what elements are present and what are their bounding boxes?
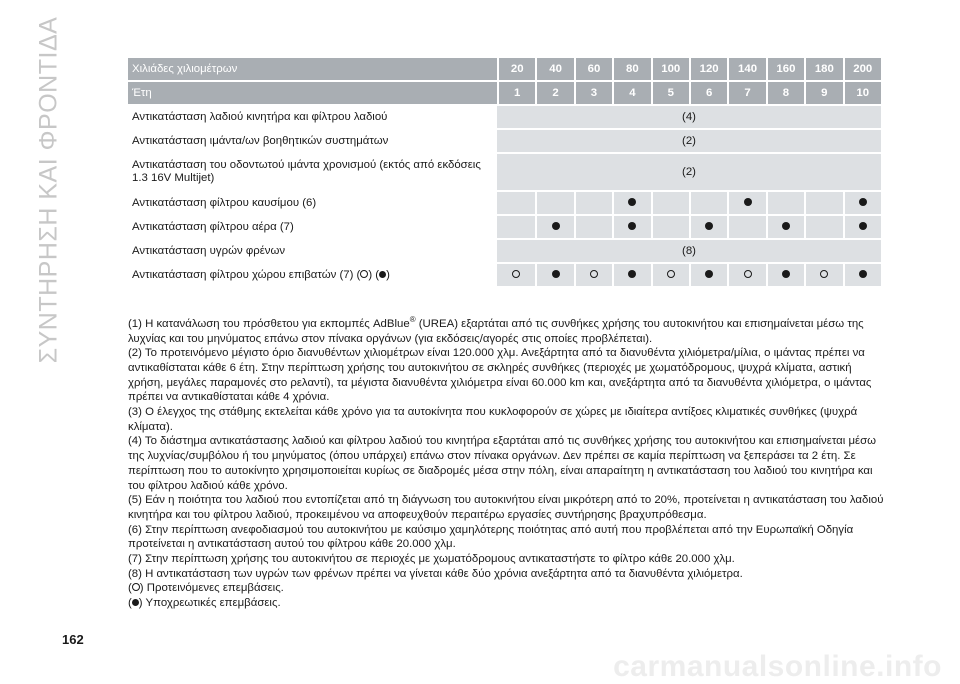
km-value: 80: [612, 58, 650, 82]
schedule-cell: [612, 216, 650, 240]
schedule-cell: [727, 216, 765, 240]
schedule-cell: [612, 192, 650, 216]
year-value: 8: [766, 82, 804, 106]
mandatory-marker: [859, 198, 867, 206]
schedule-cell: [535, 264, 573, 288]
watermark: carmanualsonline.info: [613, 650, 942, 683]
schedule-cell: [689, 192, 727, 216]
row-label: Αντικατάσταση λαδιού κινητήρα και φίλτρου λαδιού: [128, 106, 497, 130]
mandatory-marker: [552, 270, 560, 278]
table-row: [128, 240, 881, 264]
schedule-cell: [727, 192, 765, 216]
footnote: (2) Το προτεινόμενο μέγιστο όριο διανυθέντων χιλιομέτρων είναι 120.000 χλμ. Ανεξάρτητα από τα διανυθέντα χιλιόμετρα/μίλια, ο ιμάντας πρέπει να αντικαθίσταται κάθε 6 έτη. Στην περίπτωση χρήσης του αυτοκινήτου σε σκληρές συνθήκες (περιοχές με χωματόδρομους, ψυχρά κλίματα, αστική χρήση, μεγάλες παραμονές στο ρελαντί), τα μέγιστα διανυθέντα χιλιόμετρα είναι 60.000 km και, ανεξάρτητα από τα διανυθέντα χιλιόμετρα, ο ιμάντας πρέπει να αντικαθίσταται κάθε 4 χρόνια.: [128, 347, 872, 404]
km-value: 200: [843, 58, 881, 82]
row-interval-note: (8): [497, 240, 881, 264]
year-value: 1: [497, 82, 535, 106]
schedule-cell: [689, 216, 727, 240]
row-interval-note: (2): [497, 130, 881, 154]
years-header-label: Έτη: [128, 82, 497, 106]
schedule-cell: [843, 216, 881, 240]
recommended-marker: [820, 270, 828, 278]
mandatory-marker: [744, 198, 752, 206]
year-value: 10: [843, 82, 881, 106]
legend-recommended: [128, 581, 888, 596]
row-label: Αντικατάσταση ιμάντα/ων βοηθητικών συστημάτων: [128, 130, 497, 154]
mandatory-marker: [705, 270, 713, 278]
legend-mandatory: [128, 596, 888, 611]
table-row: [128, 264, 881, 288]
km-value: 20: [497, 58, 535, 82]
schedule-cell: [804, 192, 842, 216]
km-value: 100: [651, 58, 689, 82]
page-number: 162: [62, 632, 84, 647]
schedule-cell: [497, 192, 535, 216]
footnote: (4) Το διάστημα αντικατάστασης λαδιού και φίλτρου λαδιού του κινητήρα εξαρτάται από τις συνθήκες χρήσης του αυτοκινήτου και επισημαίνεται μέσω της λυχνίας/συμβόλου ή του μηνύματος (όπου υπάρχει) επάνω στον πίνακα οργάνων. Δεν πρέπει σε καμία περίπτωση να ξεπεράσει τα 2 έτη. Σε περίπτωση που το αυτοκίνητο χρησιμοποιείται κυρίως σε διαδρομές μέσα στην πόλη, είναι απαραίτητη η αντικατάσταση του λαδιού του κινητήρα και του φίλτρου λαδιού κάθε χρόνο.: [128, 435, 877, 492]
row-label-text: ) (: [368, 268, 380, 281]
km-value: 160: [766, 58, 804, 82]
legend-text: (: [128, 582, 132, 595]
schedule-cell: [804, 264, 842, 288]
row-interval-note: (4): [497, 106, 881, 130]
schedule-cell: [497, 264, 535, 288]
table-row: [128, 106, 881, 130]
mandatory-marker: [859, 222, 867, 230]
legend-text: ) Υποχρεωτικές επεμβάσεις.: [138, 597, 281, 610]
schedule-cell: [727, 264, 765, 288]
table-row: [128, 216, 881, 240]
schedule-cell: [689, 264, 727, 288]
km-value: 60: [574, 58, 612, 82]
schedule-cell: [843, 192, 881, 216]
table-row: [128, 192, 881, 216]
year-value: 5: [651, 82, 689, 106]
year-value: 4: [612, 82, 650, 106]
filled-circle-icon: [132, 599, 139, 606]
footnotes: [128, 313, 888, 611]
footnote: (3) Ο έλεγχος της στάθμης εκτελείται κάθε χρόνο για τα αυτοκίνητα που κυκλοφορούν σε χώρες με ιδιαίτερα αντίξοες κλιματικές συνθήκες (ψυχρά κλίματα).: [128, 406, 858, 433]
km-value: 120: [689, 58, 727, 82]
row-label: Αντικατάσταση υγρών φρένων: [128, 240, 497, 264]
row-label-text: ): [386, 268, 390, 281]
footnote: (6) Στην περίπτωση ανεφοδιασμού του αυτοκινήτου με καύσιμο χαμηλότερης ποιότητας από αυτή που προβλέπεται από την Ευρωπαϊκή Οδηγία προτείνεται η αντικατάσταση αυτού του φίλτρου κάθε 20.000 χλμ.: [128, 523, 854, 551]
footnote-text: (1) Η κατανάλωση του πρόσθετου για εκπομπές AdBlue: [128, 317, 410, 330]
mandatory-marker: [859, 270, 867, 278]
footnote: (7) Στην περίπτωση χρήσης του αυτοκινήτου σε περιοχές με χωματόδρομους αντικαταστήστε το φίλτρο κάθε 20.000 χλμ.: [128, 553, 735, 566]
km-value: 140: [727, 58, 765, 82]
schedule-cell: [574, 264, 612, 288]
footnote: (5) Εάν η ποιότητα του λαδιού που εντοπίζεται από τη διάγνωση του αυτοκινήτου είναι μικρότερη από το 20%, προτείνεται η αντικατάσταση του λαδιού κινητήρα και του φίλτρου λαδιού, προκειμένου να αποφευχθούν περαιτέρω εργασίες συντήρησης βραχυπρόθεσμα.: [128, 494, 884, 521]
table-row: [128, 154, 881, 192]
row-label-text: Αντικατάσταση φίλτρου χώρου επιβατών (7) (: [132, 268, 361, 281]
mandatory-marker: [705, 222, 713, 230]
open-circle-icon: [132, 583, 140, 591]
schedule-cell: [535, 192, 573, 216]
schedule-cell: [535, 216, 573, 240]
schedule-cell: [497, 216, 535, 240]
year-value: 6: [689, 82, 727, 106]
schedule-cell: [804, 216, 842, 240]
schedule-cell: [766, 264, 804, 288]
schedule-cell: [651, 192, 689, 216]
schedule-cell: [651, 216, 689, 240]
schedule-cell: [574, 192, 612, 216]
row-label: Αντικατάσταση φίλτρου καυσίμου (6): [128, 192, 497, 216]
legend-text: ) Προτεινόμενες επεμβάσεις.: [139, 582, 284, 595]
km-header-row: [128, 58, 881, 82]
legend-text: (: [128, 597, 132, 610]
year-value: 3: [574, 82, 612, 106]
footnote: (8) Η αντικατάσταση των υγρών των φρένων πρέπει να γίνεται κάθε δύο χρόνια ανεξάρτητα από τα διανυθέντα χιλιόμετρα.: [128, 567, 743, 580]
km-value: 180: [804, 58, 842, 82]
schedule-cell: [574, 216, 612, 240]
mandatory-marker: [628, 270, 636, 278]
footnote-text: (UREA) εξαρτάται από τις συνθήκες χρήσης του αυτοκινήτου και επισημαίνεται μέσω της λυχνίας και του μηνύματος επάνω στον πίνακα οργάνων (για εκδόσεις/αγορές στις οποίες προβλέπεται).: [128, 317, 864, 345]
mandatory-marker: [782, 270, 790, 278]
schedule-cell: [766, 216, 804, 240]
recommended-marker: [667, 270, 675, 278]
section-title-text: ΣΥΝΤΗΡΗΣΗ ΚΑΙ ΦΡΟΝΤΙΔΑ: [34, 16, 63, 364]
registered-mark: ®: [409, 315, 416, 324]
footnote: [128, 313, 888, 346]
mandatory-marker: [552, 222, 560, 230]
mandatory-marker: [628, 198, 636, 206]
recommended-marker: [512, 270, 520, 278]
section-title-vertical: [14, 16, 84, 364]
year-value: 7: [727, 82, 765, 106]
year-value: 9: [804, 82, 842, 106]
row-label: Αντικατάσταση του οδοντωτού ιμάντα χρονισμού (εκτός από εκδόσεις 1.3 16V Multijet): [128, 154, 497, 192]
recommended-marker: [590, 270, 598, 278]
maintenance-schedule-table: [128, 58, 881, 288]
km-header-label: Χιλιάδες χιλιομέτρων: [128, 58, 497, 82]
table-row: [128, 130, 881, 154]
row-label: [128, 264, 497, 288]
km-value: 40: [535, 58, 573, 82]
recommended-marker: [744, 270, 752, 278]
years-header-row: [128, 82, 881, 106]
year-value: 2: [535, 82, 573, 106]
schedule-cell: [651, 264, 689, 288]
schedule-cell: [612, 264, 650, 288]
row-label: Αντικατάσταση φίλτρου αέρα (7): [128, 216, 497, 240]
schedule-cell: [843, 264, 881, 288]
row-interval-note: (2): [497, 154, 881, 192]
mandatory-marker: [628, 222, 636, 230]
schedule-cell: [766, 192, 804, 216]
mandatory-marker: [782, 222, 790, 230]
